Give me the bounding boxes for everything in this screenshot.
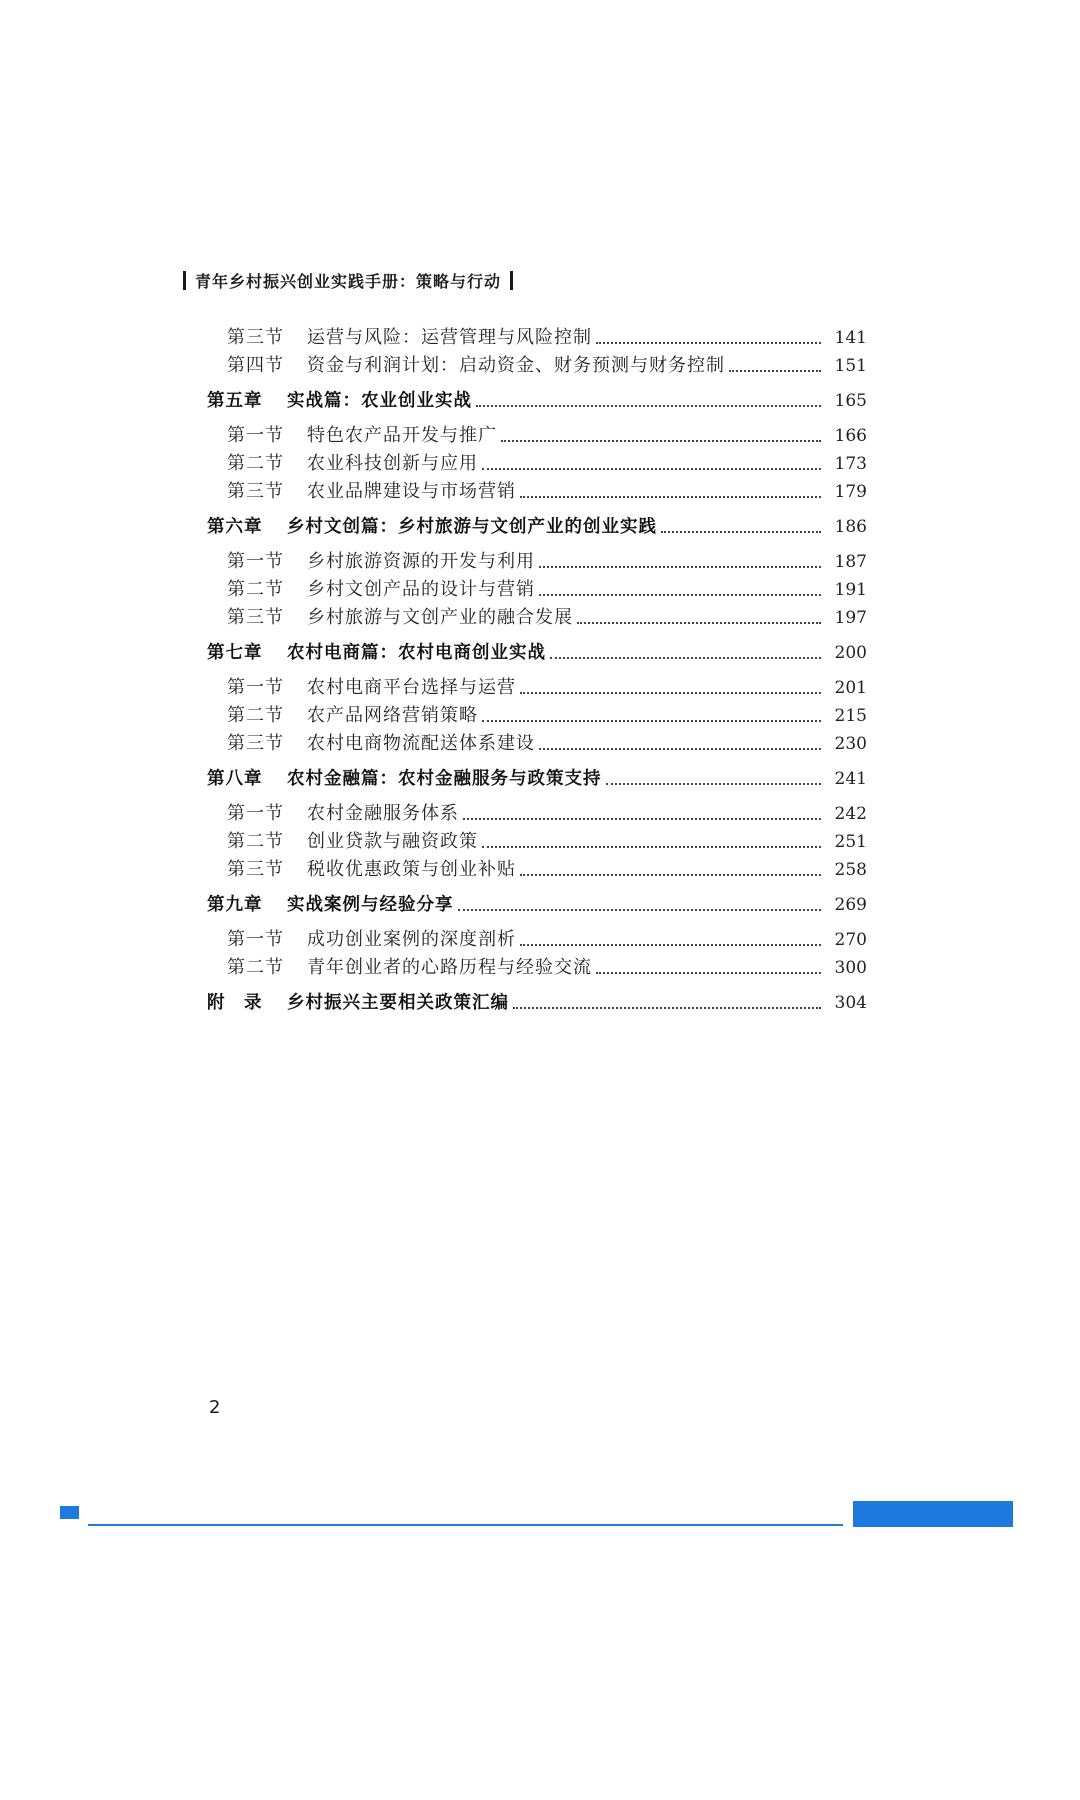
- toc-page-number: 215: [834, 706, 867, 726]
- toc-entry-label: 第八章: [207, 769, 263, 789]
- toc-section-entry: [227, 576, 867, 604]
- toc-entry-title: 创业贷款与融资政策: [307, 831, 478, 852]
- toc-entry-label: 第三节: [227, 481, 284, 502]
- toc-page-number: 200: [834, 643, 867, 663]
- page-number: 2: [209, 1397, 221, 1418]
- toc-dot-leader: [577, 622, 821, 624]
- toc-entry-label: 第二节: [227, 831, 284, 852]
- toc-entry-label: 第二节: [227, 957, 284, 978]
- toc-dot-leader: [463, 818, 821, 820]
- toc-entry-label: 第五章: [207, 391, 263, 411]
- toc-entry-title: 青年创业者的心路历程与经验交流: [307, 957, 592, 978]
- toc-page-number: 141: [834, 328, 867, 348]
- toc-entry-title: 农村电商篇：农村电商创业实战: [287, 643, 546, 663]
- toc-entry-label: 第一节: [227, 929, 284, 950]
- toc-dot-leader: [520, 496, 821, 498]
- toc-dot-leader: [501, 440, 821, 442]
- toc-dot-leader: [539, 566, 821, 568]
- toc-entry-title: 农村电商平台选择与运营: [307, 677, 516, 698]
- toc-entry-title: 农村金融服务体系: [307, 803, 459, 824]
- toc-page-number: 173: [834, 454, 867, 474]
- toc-entry-title: 乡村文创产品的设计与营销: [307, 579, 535, 600]
- toc-page-number: 300: [834, 958, 867, 978]
- toc-section-entry: [227, 450, 867, 478]
- toc-section-entry: [227, 548, 867, 576]
- toc-dot-leader: [550, 657, 821, 659]
- toc-entry-label: 第一节: [227, 551, 284, 572]
- toc-section-entry: [227, 422, 867, 450]
- header-left-bar: [183, 271, 186, 290]
- toc-section-entry: [227, 702, 867, 730]
- toc-dot-leader: [539, 748, 821, 750]
- toc-page-number: 304: [834, 993, 867, 1013]
- toc-chapter-entry: [207, 989, 867, 1017]
- toc-dot-leader: [520, 692, 821, 694]
- toc-entry-title: 实战案例与经验分享: [287, 895, 454, 915]
- toc-entry-label: 第七章: [207, 643, 263, 663]
- toc-entry-label: 第二节: [227, 705, 284, 726]
- toc-dot-leader: [596, 972, 821, 974]
- toc-dot-leader: [520, 874, 821, 876]
- toc-page-number: 187: [834, 552, 867, 572]
- toc-section-entry: [227, 730, 867, 758]
- toc-page-number: 230: [834, 734, 867, 754]
- toc-dot-leader: [476, 405, 821, 407]
- toc-dot-leader: [539, 594, 821, 596]
- toc-dot-leader: [520, 944, 821, 946]
- toc-page-number: 179: [834, 482, 867, 502]
- toc-entry-title: 运营与风险：运营管理与风险控制: [307, 327, 592, 348]
- toc-chapter-entry: [207, 387, 867, 415]
- toc-entry-label: 第二节: [227, 453, 284, 474]
- toc-dot-leader: [513, 1007, 821, 1009]
- toc-section-entry: [227, 926, 867, 954]
- toc-entry-label: 第一节: [227, 677, 284, 698]
- toc-entry-title: 资金与利润计划：启动资金、财务预测与财务控制: [307, 355, 725, 376]
- toc-entry-title: 乡村旅游与文创产业的融合发展: [307, 607, 573, 628]
- toc-section-entry: [227, 800, 867, 828]
- toc-entry-title: 特色农产品开发与推广: [307, 425, 497, 446]
- toc-entry-title: 农业品牌建设与市场营销: [307, 481, 516, 502]
- toc-entry-label: 第九章: [207, 895, 263, 915]
- toc-dot-leader: [596, 342, 821, 344]
- toc-page-number: 191: [834, 580, 867, 600]
- footer-rule-line: [88, 1524, 843, 1526]
- toc-entry-label: 附 录: [207, 993, 263, 1013]
- toc-section-entry: [227, 324, 867, 352]
- toc-entry-label: 第六章: [207, 517, 263, 537]
- toc-page-number: 251: [834, 832, 867, 852]
- toc-dot-leader: [482, 720, 821, 722]
- toc-dot-leader: [606, 783, 822, 785]
- toc-entry-title: 农业科技创新与应用: [307, 453, 478, 474]
- toc-page-number: 258: [834, 860, 867, 880]
- toc-chapter-entry: [207, 765, 867, 793]
- toc-section-entry: [227, 856, 867, 884]
- toc-chapter-entry: [207, 513, 867, 541]
- toc-dot-leader: [482, 468, 821, 470]
- toc-page-number: 269: [834, 895, 867, 915]
- toc-entry-title: 农产品网络营销策略: [307, 705, 478, 726]
- toc-section-entry: [227, 954, 867, 982]
- toc-section-entry: [227, 604, 867, 632]
- toc-entry-label: 第一节: [227, 803, 284, 824]
- toc-section-entry: [227, 478, 867, 506]
- toc-section-entry: [227, 828, 867, 856]
- toc-section-entry: [227, 674, 867, 702]
- toc-entry-label: 第三节: [227, 327, 284, 348]
- toc-entry-label: 第三节: [227, 859, 284, 880]
- toc-page-number: 241: [834, 769, 867, 789]
- toc-entry-label: 第四节: [227, 355, 284, 376]
- toc-entry-title: 乡村旅游资源的开发与利用: [307, 551, 535, 572]
- toc-page-number: 165: [834, 391, 867, 411]
- footer-accent-block: [853, 1501, 1013, 1527]
- toc-entry-title: 成功创业案例的深度剖析: [307, 929, 516, 950]
- toc-dot-leader: [482, 846, 821, 848]
- toc-chapter-entry: [207, 639, 867, 667]
- toc-page-number: 201: [834, 678, 867, 698]
- toc-entry-title: 税收优惠政策与创业补贴: [307, 859, 516, 880]
- toc-page-number: 242: [834, 804, 867, 824]
- header-right-bar: [510, 271, 513, 290]
- running-header: [183, 268, 513, 292]
- toc-entry-label: 第三节: [227, 607, 284, 628]
- toc-entry-label: 第三节: [227, 733, 284, 754]
- toc-entry-label: 第一节: [227, 425, 284, 446]
- toc-entry-title: 实战篇：农业创业实战: [287, 391, 472, 411]
- toc-page-number: 197: [834, 608, 867, 628]
- toc-page-number: 270: [834, 930, 867, 950]
- toc-entry-title: 乡村文创篇：乡村旅游与文创产业的创业实践: [287, 517, 657, 537]
- toc-entry-label: 第二节: [227, 579, 284, 600]
- footer-accent-square: [60, 1506, 79, 1519]
- toc-dot-leader: [661, 531, 821, 533]
- toc-entry-title: 农村金融篇：农村金融服务与政策支持: [287, 769, 602, 789]
- toc-entry-title: 农村电商物流配送体系建设: [307, 733, 535, 754]
- toc-page-number: 186: [834, 517, 867, 537]
- toc-page-number: 166: [834, 426, 867, 446]
- toc-chapter-entry: [207, 891, 867, 919]
- toc-page-number: 151: [834, 356, 867, 376]
- toc-dot-leader: [729, 370, 821, 372]
- toc-dot-leader: [458, 909, 822, 911]
- toc-section-entry: [227, 352, 867, 380]
- book-title: 青年乡村振兴创业实践手册：策略与行动: [195, 271, 502, 291]
- toc-entry-title: 乡村振兴主要相关政策汇编: [287, 993, 509, 1013]
